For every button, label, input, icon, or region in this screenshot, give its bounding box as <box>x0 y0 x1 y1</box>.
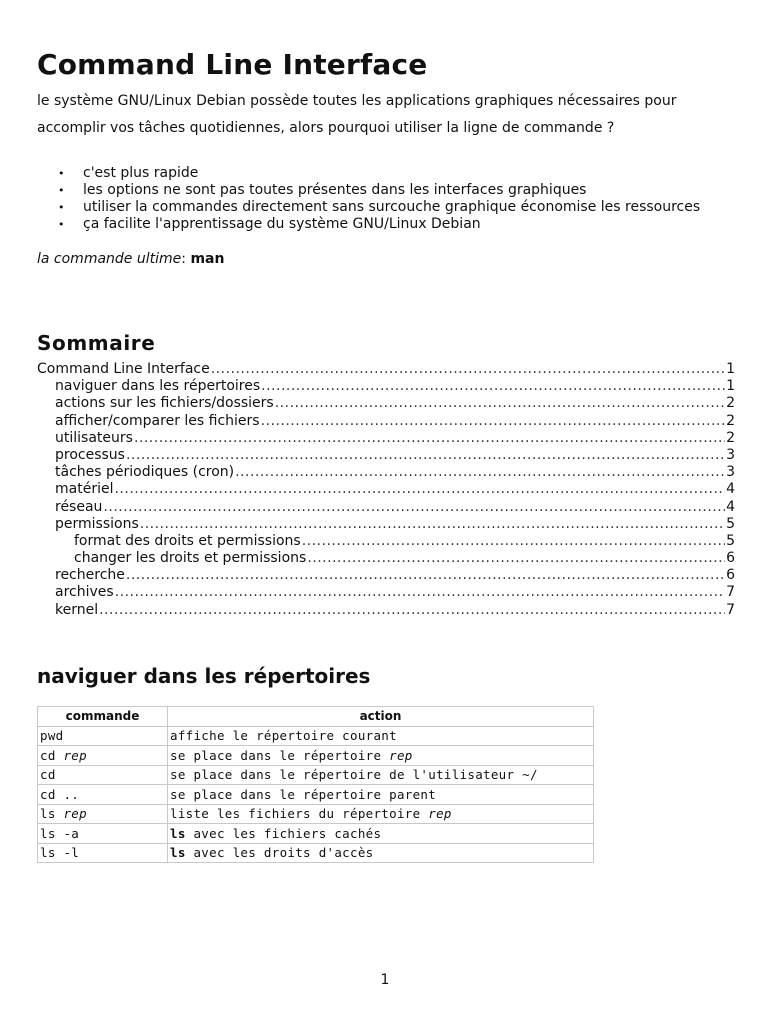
toc-entry-page: 6 <box>726 567 735 584</box>
toc-entry-page: 5 <box>726 532 735 549</box>
toc-entry-title: naviguer dans les répertoires <box>55 378 261 395</box>
action-text: avec les droits d'accès <box>185 845 374 861</box>
table-row <box>38 843 594 863</box>
toc-leader-dots <box>307 550 725 567</box>
toc-entry-page: 2 <box>726 429 735 446</box>
toc-entry-page: 1 <box>726 378 735 395</box>
toc-entry-title: utilisateurs <box>55 429 133 446</box>
toc-entry-page: 4 <box>726 481 735 498</box>
toc-leader-dots <box>140 516 725 533</box>
command-text: ls -l <box>40 845 80 861</box>
toc-leader-dots <box>261 413 725 430</box>
toc-leader-dots <box>114 481 725 498</box>
table-of-contents <box>37 361 735 619</box>
intro-paragraph: le système GNU/Linux Debian possède toutes les applications graphiques nécessaires pour accomplir vos tâches quotidiennes, alors pourquoi utiliser la ligne de commande ? <box>37 93 677 136</box>
toc-entry-title: permissions <box>55 515 139 532</box>
toc-entry[interactable] <box>37 567 735 584</box>
list-item: • ça facilite l'apprentissage du système GNU/Linux Debian <box>58 216 481 232</box>
toc-entry-title: processus <box>55 446 125 463</box>
command-cell <box>38 785 168 805</box>
action-text: se place dans le répertoire parent <box>170 786 437 802</box>
toc-entry[interactable] <box>37 430 735 447</box>
toc-entry-page: 7 <box>726 601 735 618</box>
command-argument: rep <box>63 806 87 822</box>
action-cell <box>168 824 594 844</box>
toc-entry-title: kernel <box>55 601 99 618</box>
toc-entry-page: 2 <box>726 412 735 429</box>
ultimate-command-label: la commande ultime <box>37 251 182 267</box>
commands-table <box>37 706 594 863</box>
table-header-row <box>38 707 594 727</box>
bullet-icon: • <box>58 184 65 197</box>
table-row <box>38 785 594 805</box>
toc-entry[interactable] <box>37 584 735 601</box>
toc-entry-page: 3 <box>726 464 735 481</box>
action-text: se place dans le répertoire de l'utilisateur ~/ <box>170 767 538 783</box>
bullet-icon: • <box>58 167 65 180</box>
toc-leader-dots <box>134 430 725 447</box>
action-text: se place dans le répertoire <box>170 747 390 763</box>
command-text: cd <box>40 767 56 783</box>
command-text: cd <box>40 747 64 763</box>
toc-entry-title: tâches périodiques (cron) <box>55 464 235 481</box>
command-cell <box>38 824 168 844</box>
toc-entry-title: format des droits et permissions <box>74 532 301 549</box>
action-command-ref: ls <box>170 825 186 841</box>
section-heading: naviguer dans les répertoires <box>37 664 371 688</box>
toc-entry[interactable] <box>37 395 735 412</box>
toc-entry-title: archives <box>55 584 114 601</box>
command-cell <box>38 746 168 766</box>
ultimate-command-line <box>37 251 224 267</box>
toc-entry[interactable] <box>37 550 735 567</box>
toc-entry[interactable] <box>37 516 735 533</box>
toc-entry-page: 7 <box>726 584 735 601</box>
command-cell <box>38 726 168 746</box>
toc-leader-dots <box>302 533 725 550</box>
command-text: pwd <box>40 728 64 744</box>
toc-entry-title: recherche <box>55 567 125 584</box>
table-row <box>38 765 594 785</box>
command-text: ls <box>40 806 64 822</box>
table-row <box>38 804 594 824</box>
toc-entry[interactable] <box>37 378 735 395</box>
action-text: liste les fichiers du répertoire <box>170 806 429 822</box>
toc-entry-page: 2 <box>726 395 735 412</box>
toc-entry-title: afficher/comparer les fichiers <box>55 412 260 429</box>
action-argument: rep <box>428 806 452 822</box>
reasons-list <box>37 165 700 233</box>
column-header-action: action <box>168 707 594 727</box>
toc-entry-title: changer les droits et permissions <box>74 550 307 567</box>
toc-entry-page: 4 <box>726 498 735 515</box>
command-text: ls -a <box>40 825 80 841</box>
toc-entry-title: réseau <box>55 498 103 515</box>
table-row <box>38 824 594 844</box>
command-text: cd .. <box>40 786 80 802</box>
command-cell <box>38 765 168 785</box>
toc-entry[interactable] <box>37 499 735 516</box>
ultimate-command-separator: : <box>181 251 191 267</box>
table-row <box>38 746 594 766</box>
toc-entry[interactable] <box>37 464 735 481</box>
command-cell <box>38 804 168 824</box>
toc-entry[interactable] <box>37 481 735 498</box>
command-cell <box>38 843 168 863</box>
bullet-icon: • <box>58 218 65 231</box>
bullet-icon: • <box>58 201 65 214</box>
action-text: avec les fichiers cachés <box>185 825 382 841</box>
toc-leader-dots <box>235 464 725 481</box>
action-cell <box>168 843 594 863</box>
toc-entry-page: 6 <box>726 550 735 567</box>
toc-leader-dots <box>211 361 725 378</box>
action-cell <box>168 746 594 766</box>
command-argument: rep <box>63 747 87 763</box>
table-row <box>38 726 594 746</box>
toc-entry-title: Command Line Interface <box>37 361 210 377</box>
action-cell <box>168 765 594 785</box>
action-cell <box>168 785 594 805</box>
action-cell <box>168 726 594 746</box>
action-cell <box>168 804 594 824</box>
action-text: affiche le répertoire courant <box>170 728 397 744</box>
ultimate-command-name: man <box>190 251 225 267</box>
toc-entry[interactable] <box>37 447 735 464</box>
toc-entry[interactable] <box>37 413 735 430</box>
list-item: • les options ne sont pas toutes présentes dans les interfaces graphiques <box>58 182 587 198</box>
page-title: Command Line Interface <box>37 48 428 81</box>
action-command-ref: ls <box>170 845 186 861</box>
toc-entry[interactable] <box>37 361 735 378</box>
list-item: • utiliser la commandes directement sans surcouche graphique économise les ressources <box>58 199 701 215</box>
toc-leader-dots <box>261 378 725 395</box>
toc-leader-dots <box>115 584 725 601</box>
toc-heading: Sommaire <box>37 331 156 355</box>
toc-entry-page: 1 <box>726 361 735 377</box>
toc-entry-title: actions sur les fichiers/dossiers <box>55 395 274 412</box>
column-header-commande: commande <box>38 707 168 727</box>
toc-leader-dots <box>275 395 725 412</box>
toc-entry[interactable] <box>37 602 735 619</box>
toc-leader-dots <box>99 602 725 619</box>
list-item: • c'est plus rapide <box>58 165 199 181</box>
action-argument: rep <box>389 747 413 763</box>
toc-entry[interactable] <box>37 533 735 550</box>
page-number: 1 <box>380 972 390 988</box>
toc-leader-dots <box>126 567 725 584</box>
toc-entry-page: 5 <box>726 515 735 532</box>
toc-entry-page: 3 <box>726 446 735 463</box>
toc-leader-dots <box>103 499 725 516</box>
toc-entry-title: matériel <box>55 481 114 498</box>
toc-leader-dots <box>126 447 725 464</box>
